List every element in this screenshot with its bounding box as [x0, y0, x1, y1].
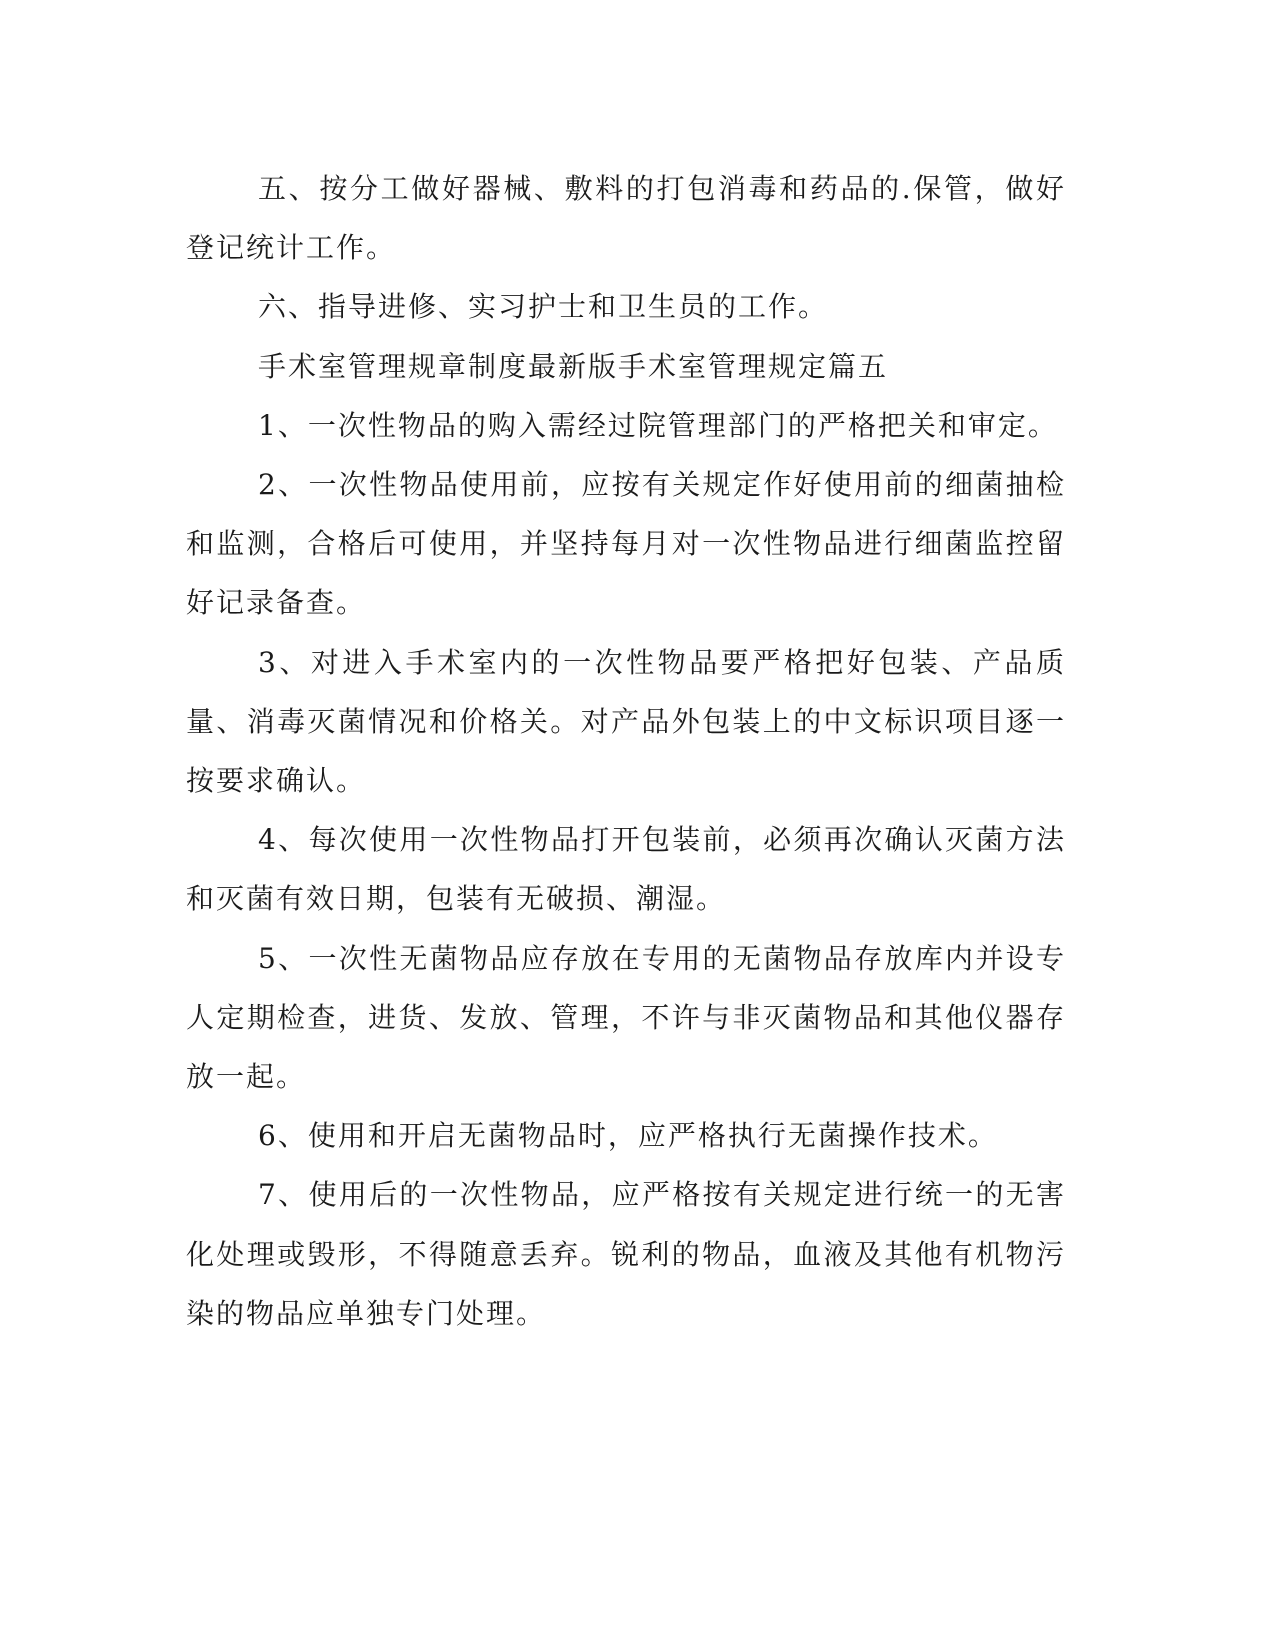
- section-heading: 手术室管理规章制度最新版手术室管理规定篇五: [258, 349, 889, 383]
- paragraph-item-2: 2、一次性物品使用前，应按有关规定作好使用前的细菌抽检和监测，合格后可使用，并坚持每月对一次性物品进行细菌监控留好记录备查。: [186, 468, 1066, 620]
- paragraph-item-4: 4、每次使用一次性物品打开包装前，必须再次确认灭菌方法和灭菌有效日期，包装有无破损、潮湿。: [186, 823, 1066, 916]
- paragraph-6-guide-trainees: 六、指导进修、实习护士和卫生员的工作。: [258, 290, 829, 324]
- paragraph-item-7: 7、使用后的一次性物品，应严格按有关规定进行统一的无害化处理或毁形，不得随意丢弃。锐利的物品，血液及其他有机物污染的物品应单独专门处理。: [186, 1178, 1066, 1330]
- paragraph-5-instrument-packing: 五、按分工做好器械、敷料的打包消毒和药品的.保管，做好登记统计工作。: [186, 172, 1066, 265]
- paragraph-item-3: 3、对进入手术室内的一次性物品要严格把好包装、产品质量、消毒灭菌情况和价格关。对产品外包装上的中文标识项目逐一按要求确认。: [186, 645, 1066, 798]
- paragraph-item-1: 1、一次性物品的购入需经过院管理部门的严格把关和审定。: [258, 408, 1058, 442]
- paragraph-item-6: 6、使用和开启无菌物品时，应严格执行无菌操作技术。: [258, 1119, 998, 1153]
- paragraph-item-5: 5、一次性无菌物品应存放在专用的无菌物品存放库内并设专人定期检查，进货、发放、管理，不许与非灭菌物品和其他仪器存放一起。: [186, 941, 1066, 1094]
- document-body: [186, 159, 1066, 1343]
